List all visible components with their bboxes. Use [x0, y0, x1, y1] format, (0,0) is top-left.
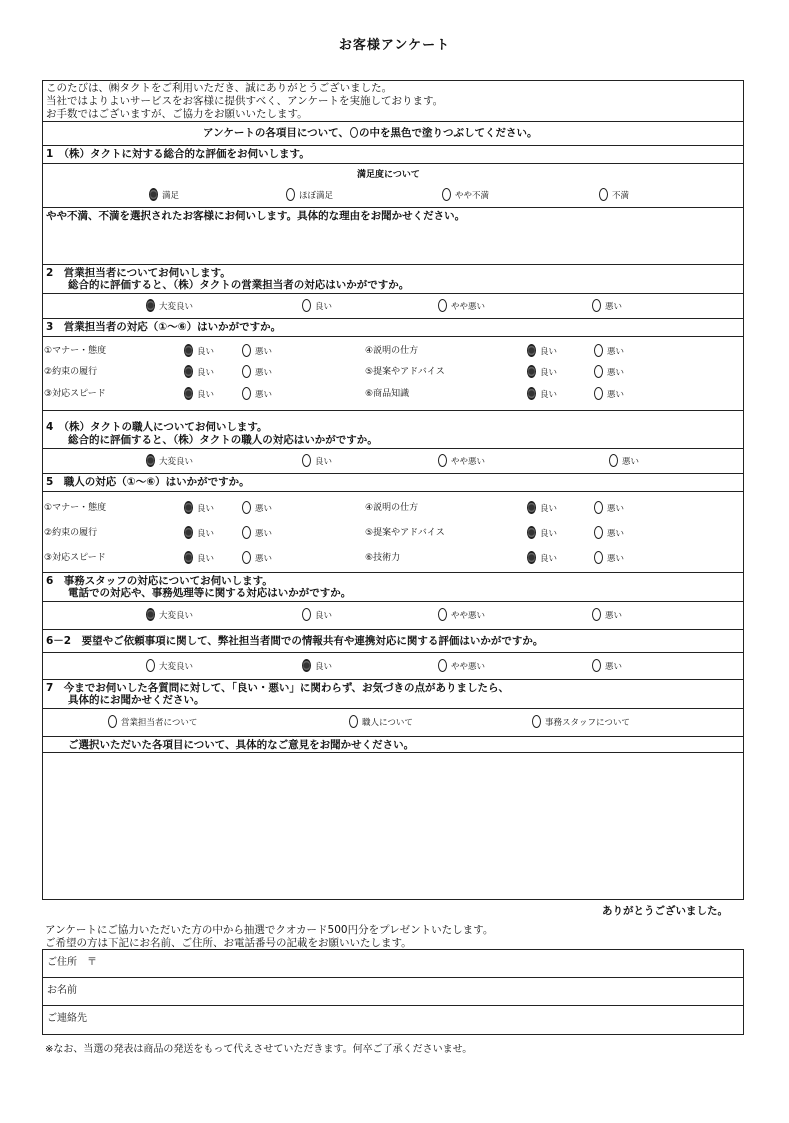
- q5-item-2-good[interactable]: 良い: [184, 526, 214, 539]
- q5-item-3: ③対応スピード: [44, 553, 106, 563]
- q62-option-1[interactable]: 大変良い: [146, 659, 193, 672]
- q6-sub: 電話での対応や、事務処理等に関する対応はいかがですか。: [68, 587, 352, 599]
- q5-item-2: ②約束の履行: [44, 528, 98, 538]
- footer-note: ※なお、当選の発表は商品の発送をもって代えさせていただきます。何卒ご了承くださいませ。: [45, 1044, 473, 1055]
- lottery-line-1: アンケートにご協力いただいた方の中から抽選でクオカード500円分をプレゼントいたします。: [45, 924, 494, 936]
- radio-circle-icon[interactable]: [242, 344, 251, 357]
- q7-title: 7 今までお伺いした各質問に対して、「良い・悪い」に関わらず、お気づきの点がありましたら、: [46, 682, 510, 694]
- q3-item-2: ②約束の履行: [44, 367, 98, 377]
- q3-item-4-good[interactable]: 良い: [527, 344, 557, 357]
- q1-option-2[interactable]: ほぼ満足: [286, 188, 333, 201]
- q3-item-2-bad[interactable]: 悪い: [242, 365, 272, 378]
- q5-title: 5 職人の対応（①～⑥）はいかがですか。: [46, 476, 250, 488]
- q6-option-1[interactable]: 大変良い: [146, 608, 193, 621]
- lottery-text: [45, 924, 493, 950]
- intro-block: [43, 81, 743, 122]
- q2-header: [43, 265, 743, 294]
- radio-circle-icon[interactable]: [242, 501, 251, 514]
- name-label: お名前: [47, 985, 77, 996]
- q2-option-3[interactable]: やや悪い: [438, 299, 485, 312]
- q3-item-3-good[interactable]: 良い: [184, 387, 214, 400]
- intro-line-2: 当社ではよりよいサービスをお客様に提供すべく、アンケートを実施しております。: [46, 95, 444, 107]
- q7-prompt-row: [43, 737, 743, 753]
- radio-circle-icon[interactable]: [594, 387, 603, 400]
- q1-option-4[interactable]: 不満: [599, 188, 629, 201]
- phone-label: ご連絡先: [47, 1013, 87, 1024]
- contact-form: [42, 949, 744, 1035]
- q3-item-1: ①マナー・態度: [44, 346, 107, 356]
- q3-item-1-bad[interactable]: 悪い: [242, 344, 272, 357]
- q7-prompt: ご選択いただいた各項目について、具体的なご意見をお聞かせください。: [68, 739, 415, 751]
- radio-circle-icon[interactable]: [594, 344, 603, 357]
- q4-option-1[interactable]: 大変良い: [146, 454, 193, 467]
- q4-header: [43, 411, 743, 449]
- q4-option-3[interactable]: やや悪い: [438, 454, 485, 467]
- radio-circle-icon[interactable]: [302, 299, 311, 312]
- q3-item-5-good[interactable]: 良い: [527, 365, 557, 378]
- q5-item-5: ⑤提案やアドバイス: [365, 528, 445, 538]
- q3-item-3: ③対応スピード: [44, 389, 106, 399]
- q2-option-1[interactable]: 大変良い: [146, 299, 193, 312]
- q3-item-6-bad[interactable]: 悪い: [594, 387, 624, 400]
- q2-option-4[interactable]: 悪い: [592, 299, 622, 312]
- radio-circle-icon[interactable]: [146, 299, 155, 312]
- radio-circle-icon[interactable]: [184, 387, 193, 400]
- q62-header: [43, 630, 743, 653]
- radio-circle-icon[interactable]: [242, 526, 251, 539]
- address-label: ご住所 〒: [47, 957, 97, 968]
- q2-options-row: [43, 294, 743, 319]
- page-title: お客様アンケート: [338, 38, 451, 53]
- radio-circle-icon[interactable]: [302, 659, 311, 672]
- q3-item-4: ④説明の仕方: [365, 346, 419, 356]
- q7-comment-box[interactable]: [43, 753, 743, 898]
- q5-grid: [43, 492, 743, 573]
- radio-circle-icon[interactable]: [599, 188, 608, 201]
- q3-title: 3 営業担当者の対応（①～⑥）はいかがですか。: [46, 321, 282, 333]
- q62-option-4[interactable]: 悪い: [592, 659, 622, 672]
- name-field[interactable]: [43, 978, 743, 1006]
- q6-options-row: [43, 602, 743, 630]
- q62-option-2[interactable]: 良い: [302, 659, 332, 672]
- q5-item-2-bad[interactable]: 悪い: [242, 526, 272, 539]
- radio-circle-icon[interactable]: [242, 365, 251, 378]
- q7-option-craftsman[interactable]: 職人について: [349, 715, 413, 728]
- q5-header: [43, 474, 743, 492]
- lottery-line-2: ご希望の方は下記にお名前、ご住所、お電話番号の記載をお願いいたします。: [45, 937, 412, 949]
- radio-circle-icon[interactable]: [184, 344, 193, 357]
- radio-circle-icon[interactable]: [592, 299, 601, 312]
- q5-item-3-bad[interactable]: 悪い: [242, 551, 272, 564]
- q3-item-6: ⑥商品知識: [365, 389, 410, 399]
- radio-circle-icon[interactable]: [438, 608, 447, 621]
- q4-title: 4 （株）タクトの職人についてお伺いします。: [46, 421, 268, 433]
- q4-option-2[interactable]: 良い: [302, 454, 332, 467]
- q5-item-6-good[interactable]: 良い: [527, 551, 557, 564]
- q62-options-row: [43, 653, 743, 680]
- q7-header: [43, 680, 743, 709]
- q62-option-3[interactable]: やや悪い: [438, 659, 485, 672]
- radio-circle-icon[interactable]: [527, 387, 536, 400]
- radio-circle-icon[interactable]: [594, 526, 603, 539]
- q1-title: 1 （株）タクトに対する総合的な評価をお伺いします。: [46, 148, 310, 160]
- radio-circle-icon[interactable]: [242, 387, 251, 400]
- q3-item-1-good[interactable]: 良い: [184, 344, 214, 357]
- q5-item-5-bad[interactable]: 悪い: [594, 526, 624, 539]
- survey-form: [42, 80, 744, 900]
- radio-circle-icon[interactable]: [592, 608, 601, 621]
- q5-item-4-good[interactable]: 良い: [527, 501, 557, 514]
- radio-circle-icon[interactable]: [609, 454, 618, 467]
- radio-circle-icon[interactable]: [527, 526, 536, 539]
- q5-item-1: ①マナー・態度: [44, 503, 107, 513]
- q3-item-6-good[interactable]: 良い: [527, 387, 557, 400]
- q1-option-3[interactable]: やや不満: [442, 188, 489, 201]
- radio-circle-icon[interactable]: [184, 365, 193, 378]
- example-circle-icon: [350, 127, 358, 138]
- instruction-text: アンケートの各項目について、 の中を黒色で塗りつぶしてください。: [203, 127, 538, 139]
- q1-scale-label: 満足度について: [357, 170, 420, 180]
- q5-item-6: ⑥技術力: [365, 553, 401, 563]
- q5-item-5-good[interactable]: 良い: [527, 526, 557, 539]
- intro-line-3: お手数ではございますが、ご協力をお願いいたします。: [46, 108, 308, 120]
- q2-sub: 総合的に評価すると、（株）タクトの営業担当者の対応はいかがですか。: [68, 279, 410, 291]
- radio-circle-icon[interactable]: [349, 715, 358, 728]
- q3-item-3-bad[interactable]: 悪い: [242, 387, 272, 400]
- radio-circle-icon[interactable]: [108, 715, 117, 728]
- q6-title: 6 事務スタッフの対応についてお伺いします。: [46, 575, 273, 587]
- radio-circle-icon[interactable]: [146, 608, 155, 621]
- radio-circle-icon[interactable]: [184, 501, 193, 514]
- radio-circle-icon[interactable]: [438, 659, 447, 672]
- radio-circle-icon[interactable]: [149, 188, 158, 201]
- q4-option-4[interactable]: 悪い: [609, 454, 639, 467]
- q5-item-6-bad[interactable]: 悪い: [594, 551, 624, 564]
- radio-circle-icon[interactable]: [594, 365, 603, 378]
- q2-title: 2 営業担当者についてお伺いします。: [46, 267, 231, 279]
- radio-circle-icon[interactable]: [146, 659, 155, 672]
- q1-option-1[interactable]: 満足: [149, 188, 179, 201]
- q7-title-2: 具体的にお聞かせください。: [68, 694, 205, 706]
- address-field[interactable]: [43, 950, 743, 978]
- q3-grid: [43, 337, 743, 411]
- q5-item-4: ④説明の仕方: [365, 503, 419, 513]
- q4-options-row: [43, 449, 743, 474]
- radio-circle-icon[interactable]: [527, 365, 536, 378]
- radio-circle-icon[interactable]: [527, 551, 536, 564]
- q7-option-sales[interactable]: 営業担当者について: [108, 715, 197, 728]
- q1-options-row: [43, 164, 743, 208]
- radio-circle-icon[interactable]: [532, 715, 541, 728]
- q6-option-2[interactable]: 良い: [302, 608, 332, 621]
- radio-circle-icon[interactable]: [592, 659, 601, 672]
- q1-header: [43, 146, 743, 164]
- radio-circle-icon[interactable]: [527, 344, 536, 357]
- radio-circle-icon[interactable]: [594, 551, 603, 564]
- radio-circle-icon[interactable]: [302, 608, 311, 621]
- q1-followup: やや不満、不満を選択されたお客様にお伺いします。具体的な理由をお聞かせください。: [46, 210, 466, 222]
- q7-option-staff[interactable]: 事務スタッフについて: [532, 715, 630, 728]
- radio-circle-icon[interactable]: [146, 454, 155, 467]
- q5-item-1-bad[interactable]: 悪い: [242, 501, 272, 514]
- intro-line-1: このたびは、㈱タクトをご利用いただき、誠にありがとうございました。: [46, 82, 393, 94]
- q62-title: 6－2 要望やご依頼事項に関して、弊社担当者間での情報共有や連携対応に関する評価はいかがですか。: [46, 635, 544, 647]
- radio-circle-icon[interactable]: [594, 501, 603, 514]
- phone-field[interactable]: [43, 1006, 743, 1034]
- q3-header: [43, 319, 743, 337]
- radio-circle-icon[interactable]: [438, 454, 447, 467]
- thanks-text: ありがとうございました。: [602, 905, 728, 917]
- radio-circle-icon[interactable]: [286, 188, 295, 201]
- radio-circle-icon[interactable]: [438, 299, 447, 312]
- radio-circle-icon[interactable]: [242, 551, 251, 564]
- q5-item-3-good[interactable]: 良い: [184, 551, 214, 564]
- q7-options-row: [43, 709, 743, 737]
- q2-option-2[interactable]: 良い: [302, 299, 332, 312]
- q6-option-4[interactable]: 悪い: [592, 608, 622, 621]
- q6-option-3[interactable]: やや悪い: [438, 608, 485, 621]
- q4-sub: 総合的に評価すると、（株）タクトの職人の対応はいかがですか。: [68, 434, 378, 446]
- q6-header: [43, 573, 743, 602]
- instruction-row: [43, 122, 743, 146]
- radio-circle-icon[interactable]: [184, 526, 193, 539]
- q5-item-4-bad[interactable]: 悪い: [594, 501, 624, 514]
- radio-circle-icon[interactable]: [184, 551, 193, 564]
- radio-circle-icon[interactable]: [442, 188, 451, 201]
- q3-item-5-bad[interactable]: 悪い: [594, 365, 624, 378]
- q3-item-5: ⑤提案やアドバイス: [365, 367, 445, 377]
- q5-item-1-good[interactable]: 良い: [184, 501, 214, 514]
- q1-reason-box[interactable]: [43, 208, 743, 265]
- radio-circle-icon[interactable]: [302, 454, 311, 467]
- q3-item-2-good[interactable]: 良い: [184, 365, 214, 378]
- radio-circle-icon[interactable]: [527, 501, 536, 514]
- q3-item-4-bad[interactable]: 悪い: [594, 344, 624, 357]
